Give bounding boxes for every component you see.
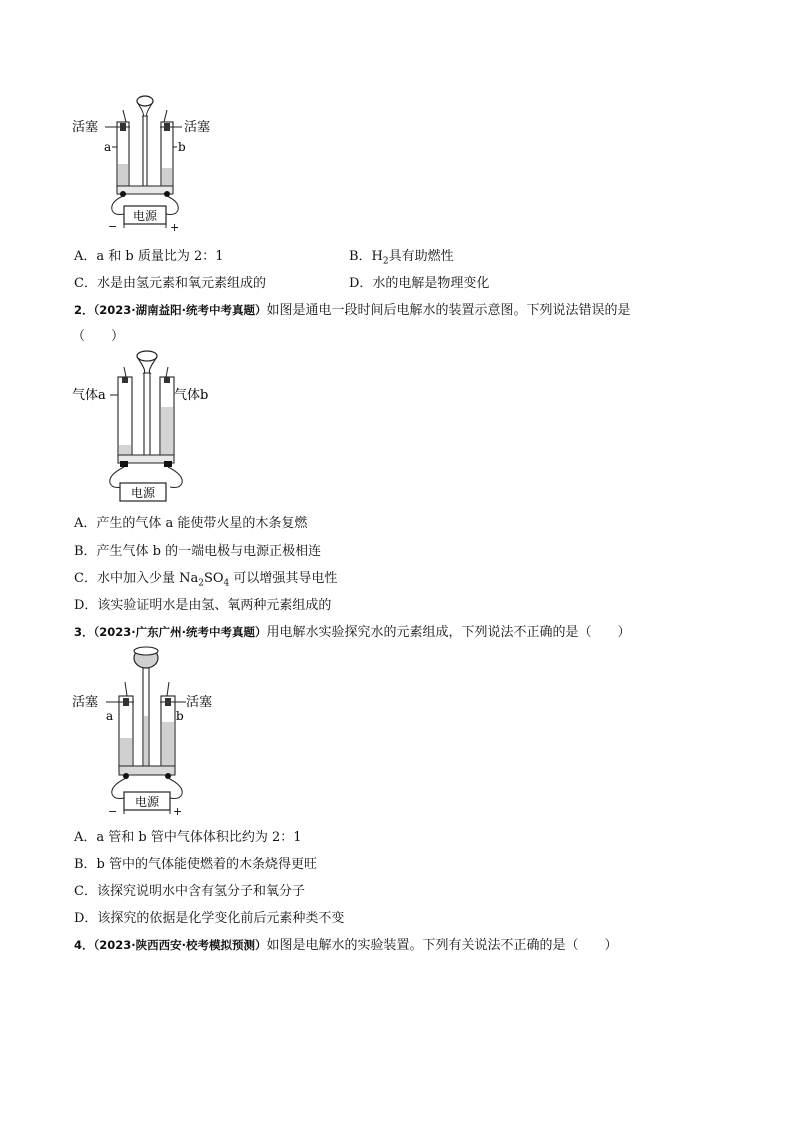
q3-plus-label: +	[173, 805, 183, 817]
q1-minus-label: −	[108, 220, 118, 232]
q2-gas-a-label: 气体a	[72, 388, 106, 403]
q3-option-a: A．a 管和 b 管中气体体积比约为 2：1	[74, 830, 302, 845]
q1-tube-a-label: a	[104, 140, 112, 154]
q2-power-label: 电源	[130, 486, 156, 500]
q2-stem: 2．（2023·湖南益阳·统考中考真题）如图是通电一段时间后电解水的装置示意图。下列说法错误的是	[74, 303, 631, 318]
q4-stem: 4．（2023·陕西西安·校考模拟预测）如图是电解水的实验装置。下列有关说法不正确的是（ ）	[74, 938, 618, 953]
q1-option-c: C．水是由氢元素和氧元素组成的	[74, 276, 266, 291]
q3-stem: 3．（2023·广东广州·统考中考真题）用电解水实验探究水的元素组成，下列说法不正确的是（ ）	[74, 625, 631, 640]
q1-left-stopcock-label: 活塞	[72, 120, 99, 135]
q2-option-b: B．产生气体 b 的一端电极与电源正极相连	[74, 544, 322, 559]
q3-minus-label: −	[108, 805, 118, 817]
q1-option-b: B．$H_2$具有助燃性	[349, 249, 454, 267]
q3-right-stopcock-label: 活塞	[186, 695, 213, 710]
q1-tube-b-label: b	[178, 140, 186, 154]
q1-option-d: D．水的电解是物理变化	[349, 276, 490, 291]
q1-electrolysis-figure	[70, 92, 220, 232]
q2-electrolysis-figure	[70, 347, 220, 505]
q2-option-d: D．该实验证明水是由氢、氧两种元素组成的	[74, 598, 332, 613]
q3-option-c: C．该探究说明水中含有氢分子和氧分子	[74, 884, 305, 899]
q3-electrolysis-figure	[68, 642, 228, 817]
q3-left-stopcock-label: 活塞	[72, 695, 99, 710]
q3-power-label: 电源	[134, 795, 160, 809]
q1-right-stopcock-label: 活塞	[184, 120, 211, 135]
q1-plus-label: +	[170, 221, 180, 232]
q3-tube-b-label: b	[176, 709, 184, 723]
q1-power-label: 电源	[132, 209, 158, 223]
q3-option-d: D．该探究的依据是化学变化前后元素种类不变	[74, 911, 345, 926]
q2-gas-b-label: 气体b	[174, 388, 209, 403]
q3-option-b: B．b 管中的气体能使燃着的木条烧得更旺	[74, 857, 318, 872]
q2-answer-paren: （ ）	[72, 329, 125, 344]
q3-tube-a-label: a	[106, 709, 114, 723]
q2-option-c: C．水中加入少量 $Na_2SO_4$ 可以增强其导电性	[74, 571, 338, 589]
q2-option-a: A．产生的气体 a 能使带火星的木条复燃	[74, 516, 308, 531]
q1-option-a: A．a 和 b 质量比为 2：1	[74, 249, 224, 264]
